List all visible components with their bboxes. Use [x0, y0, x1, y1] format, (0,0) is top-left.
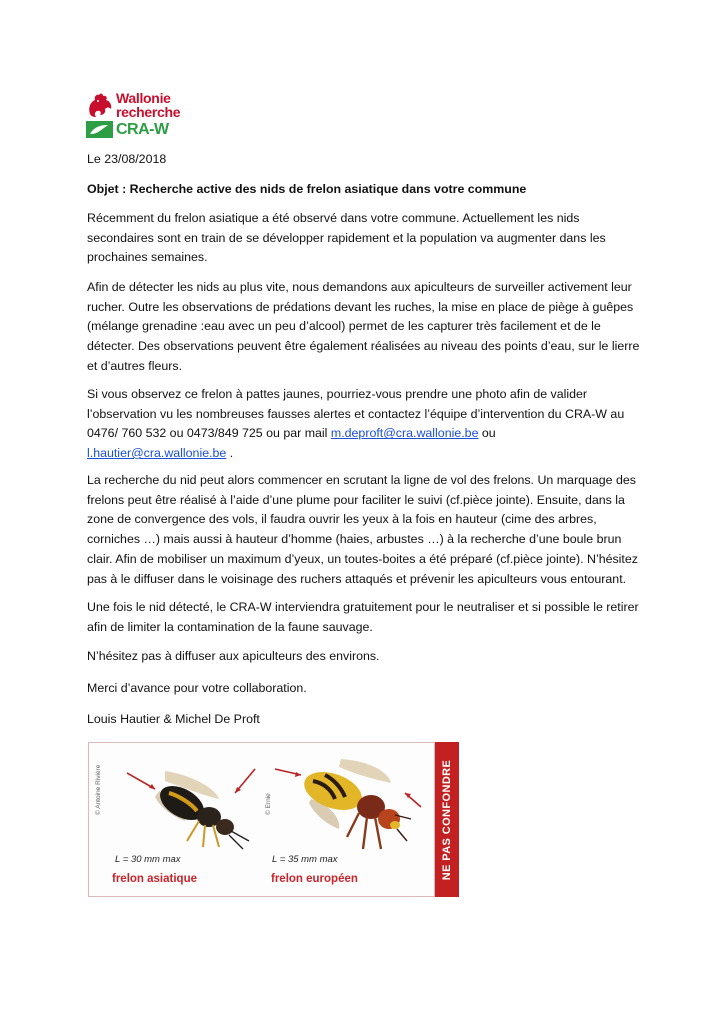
- paragraph-intervention: Une fois le nid détecté, le CRA-W interviendra gratuitement pour le neutraliser et si possible le retirer afin de limiter la contamination de la faune sauvage.: [87, 600, 639, 634]
- letter-signatures: Louis Hautier & Michel De Proft: [87, 712, 260, 726]
- credit-right: © Ernie: [265, 793, 272, 815]
- letter-date: Le 23/08/2018: [87, 152, 167, 166]
- paragraph-intro: Récemment du frelon asiatique a été observé dans votre commune. Actuellement les nids secondaires sont en train de se développer rapidement et la population va augmenter dans les prochaines semaines.: [87, 211, 606, 265]
- comparison-frame: [88, 742, 435, 897]
- logo-wallonie-text: Wallonie: [116, 90, 171, 106]
- species-label-european: frelon européen: [271, 873, 358, 885]
- rooster-icon: [86, 92, 114, 118]
- size-label-european: L = 35 mm max: [272, 854, 338, 865]
- wallonie-recherche-craw-logo: [86, 90, 206, 146]
- paragraph-nest-search: La recherche du nid peut alors commencer en scrutant la ligne de vol des frelons. Un marquage des frelons peut être réalisé à l’aide d’une plume pour faciliter le suivi (cf.pièce jointe). Ensuite, dans la zone de convergence des vols, il faudra ouvrir les yeux à la fois en hauteur (cime des arbres, corniches …) mais aussi à hauteur d’homme (haies, arbustes …) à la recherche d’une boule brun clair. Afin de mobiliser un maximum d’yeux, un toutes-boites a été préparé (cf.pièce jointe). N’hésitez pas à le diffuser dans le voisinage des ruchers attaqués et prévenir les apiculteurs vous entourant.: [87, 473, 638, 586]
- hornet-comparison-figure: [88, 742, 459, 897]
- paragraph-thanks: Merci d’avance pour votre collaboration.: [87, 681, 307, 695]
- email-link-deproft[interactable]: m.deproft@cra.wallonie.be: [330, 426, 479, 441]
- european-hornet-image: [271, 749, 431, 859]
- paragraph-share: N’hésitez pas à diffuser aux apiculteurs des environs.: [87, 649, 380, 663]
- banner-text: NE PAS CONFONDRE: [441, 759, 453, 880]
- contact-text: Si vous observez ce frelon à pattes jaunes, pourriez-vous prendre une photo afin de valider l’observation vu les nombreuses fausses alertes et contactez l’équipe d’intervention du CRA-W au 0476/ 760 532 ou 0473/849 725 ou par mail: [87, 387, 625, 441]
- asian-hornet-image: [107, 751, 257, 851]
- do-not-confuse-banner: [435, 742, 459, 897]
- species-label-asian: frelon asiatique: [112, 873, 197, 885]
- craw-leaf-icon: [86, 121, 113, 138]
- contact-end-text: .: [226, 446, 234, 461]
- letter-subject: Objet : Recherche active des nids de frelon asiatique dans votre commune: [87, 182, 527, 196]
- contact-or-text: ou: [478, 426, 496, 441]
- paragraph-detection: Afin de détecter les nids au plus vite, nous demandons aux apiculteurs de surveiller activement leur rucher. Outre les observations de prédations devant les ruches, la mise en place de piège à guêpes (mélange grenadine :eau avec un peu d’alcool) permet de les capturer très facilement et de le détecter. Des observations peuvent être également réalisées au niveau des points d’eau, sur le lierre et d’autres fleurs.: [87, 280, 640, 373]
- email-link-hautier[interactable]: l.hautier@cra.wallonie.be: [87, 446, 227, 461]
- logo-recherche-text: recherche: [116, 104, 181, 120]
- paragraph-contact: [87, 385, 647, 464]
- credit-left: © Antoine Rivière: [95, 764, 102, 815]
- logo-craw-text: CRA-W: [116, 121, 169, 138]
- size-label-asian: L = 30 mm max: [115, 854, 181, 865]
